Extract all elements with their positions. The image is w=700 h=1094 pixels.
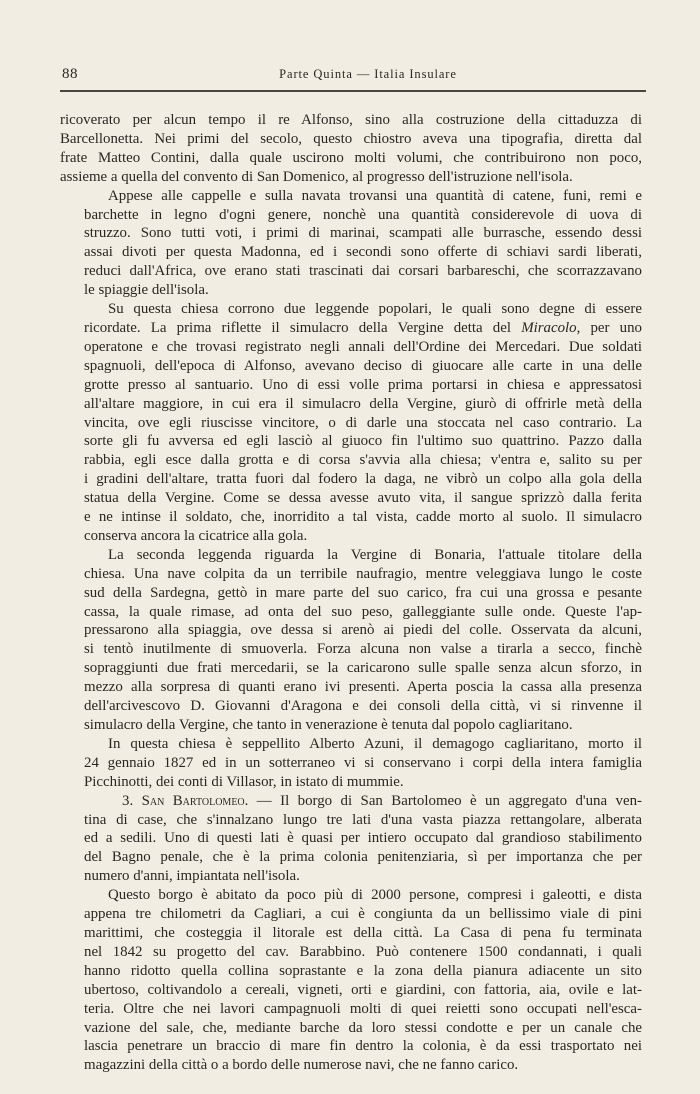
text-line: spagnuoli, dell'epoca di Alfonso, avevano deciso di giuocare alle carte in una delle bbox=[84, 357, 642, 374]
text-line: assieme a quella del convento di San Domenico, al progresso dell'istruzione nell'isola. bbox=[60, 168, 573, 185]
text-line: chiesa. Una nave colpita da un terribile naufragio, mentre veleggiava lungo le coste bbox=[84, 565, 642, 582]
text-line: numero d'anni, impiantata nell'isola. bbox=[84, 868, 300, 885]
text-line: teria. Oltre che nei lavori campagnuoli molti di quei reietti sono occupati nell'esca- bbox=[84, 1000, 642, 1017]
text-line: ubertoso, coltivandolo a cereali, vigneti, orti e giardini, con fattoria, aia, ovile e lat- bbox=[84, 981, 642, 998]
text-line: statua della Vergine. Come se dessa avesse avuto vita, il sangue sprizzò dalla ferita bbox=[84, 490, 642, 507]
header-rule bbox=[60, 90, 646, 92]
paragraph bbox=[60, 735, 642, 792]
text-line: cassa, la quale rimase, ad onta del suo peso, galleggiante sulle onde. Queste l'ap- bbox=[84, 603, 642, 620]
text-line: grotte presso al santuario. Uno di essi volle prima portarsi in chiesa e appressatosi bbox=[84, 376, 642, 393]
text-fragment: ricordate. La prima riflette il simulacro della Vergine detta del bbox=[84, 319, 512, 336]
text-line: marittimi, che costeggia il litorale est della città. La Casa di pena fu terminata bbox=[84, 924, 642, 941]
text-line: e ne intinse il soldato, che, inorridito a tal vista, cadde morto al suolo. Il simulacro bbox=[84, 509, 642, 526]
text-line: vazione del sale, che, mediante barche da loro stessi condotte e per un canale che bbox=[84, 1019, 642, 1036]
text-line: Appese alle cappelle e sulla navata trovansi una quantità di catene, funi, remi e bbox=[108, 187, 642, 204]
text-line: appena tre chilometri da Cagliari, a cui è congiunta da un bellissimo viale di pini bbox=[84, 906, 642, 923]
text-line: mezzo alla sorpresa di quanti erano ivi presenti. Aperta poscia la cassa alla presenza bbox=[84, 679, 642, 696]
text-line: Questo borgo è abitato da poco più di 2000 persone, compresi i galeotti, e dista bbox=[108, 887, 642, 904]
text-line: reduci dall'Africa, ove erano stati trascinati dai corsari barbareschi, che scorrazzavano bbox=[84, 263, 642, 280]
text-fragment: — Il borgo di San Bartolomeo è un aggregato d'una ven- bbox=[248, 792, 642, 809]
italic-term: Miracolo bbox=[521, 319, 577, 336]
text-line: ed a sedili. Uno di questi lati è quasi per intiero occupato dal grandioso stabilimento bbox=[84, 830, 642, 847]
text-line: Su questa chiesa corrono due leggende popolari, le quali sono degne di essere bbox=[108, 301, 642, 318]
text-line: sorte gli fu avversa ed egli lasciò al giuoco fin l'ultimo suo quattrino. Pazzo dalla bbox=[84, 433, 642, 450]
paragraph bbox=[60, 886, 642, 1075]
text-line: all'altare maggiore, in cui era il simulacro della Vergine, giurò di offrirle metà della bbox=[84, 395, 642, 412]
text-line: La seconda leggenda riguarda la Vergine di Bonaria, l'attuale titolare della bbox=[108, 546, 642, 563]
paragraph bbox=[60, 300, 642, 546]
text-line: i gradini dell'altare, tratta fuori dal fodero la daga, ne vibrò un colpo alla gola della bbox=[84, 471, 642, 488]
text-line bbox=[60, 792, 642, 811]
text-line: del Bagno penale, che è la prima colonia penitenziaria, sì per importanza che per bbox=[84, 849, 642, 866]
page-header bbox=[62, 64, 644, 86]
body-text bbox=[60, 111, 642, 1075]
text-fragment: , per uno bbox=[576, 319, 642, 336]
paragraph bbox=[60, 546, 642, 735]
text-line: In questa chiesa è seppellito Alberto Azuni, il demagogo cagliaritano, morto il bbox=[108, 735, 642, 752]
text-line: Barcellonetta. Nei primi del secolo, questo chiostro aveva una tipografia, diretta dal bbox=[60, 130, 642, 147]
text-line: barchette in legno d'ogni genere, nonchè una quantità considerevole di uova di bbox=[84, 206, 642, 223]
text-line: sopraggiunti due frati mercedarii, se la caricarono sulle spalle senza alcun sforzo, in bbox=[84, 660, 642, 677]
text-line: pressarono alla spiaggia, ove dessa si arenò ai piedi del colle. Osservata da alcuni, bbox=[84, 622, 642, 639]
text-line: struzzo. Sono tutti voti, i primi di marinai, scampati alle burrasche, essendo dessi bbox=[84, 225, 642, 242]
page-number: 88 bbox=[62, 66, 78, 82]
text-line: si tentò inutilmente di smuoverla. Forza alcuna non valse a tirarla a secco, finchè bbox=[84, 641, 642, 658]
text-line: 24 gennaio 1827 ed in un sotterraneo vi si conservano i corpi della intera famiglia bbox=[84, 754, 642, 771]
text-line: Picchinotti, dei conti di Villasor, in istato di mummie. bbox=[84, 773, 404, 790]
paragraph bbox=[60, 792, 642, 887]
text-line: rabbia, egli esce dalla grotta e di corsa s'avvia alla chiesa; v'entra e, salito su per bbox=[84, 452, 642, 469]
text-line: simulacro della Vergine, che tanto in venerazione è tenuta dal popolo cagliaritano. bbox=[84, 717, 573, 733]
text-line: sud della Sardegna, gettò in mare parte del suo carico, fra cui una grossa e pesante bbox=[84, 584, 642, 601]
text-line: tina di case, che s'innalzano lungo tre lati d'una vasta piazza rettangolare, alberata bbox=[84, 811, 642, 828]
text-line: conserva ancora la cicatrice alla gola. bbox=[84, 527, 308, 544]
text-line: dell'arcivescovo D. Giovanni d'Aragona e dei consoli della città, vi si rinvenne il bbox=[84, 698, 642, 715]
text-line: nel 1842 su progetto del cav. Barabbino. Può contenere 1500 condannati, i quali bbox=[84, 943, 642, 960]
text-line: assai divoti per questa Madonna, ed i secondi sono offerte di schiavi sardi liberati, bbox=[84, 244, 642, 261]
paragraph bbox=[60, 111, 642, 187]
running-title: Parte Quinta — Italia Insulare bbox=[279, 67, 457, 81]
text-line: frate Matteo Contini, dalla quale uscirono molti volumi, che contribuirono non poco, bbox=[60, 149, 642, 166]
paragraph bbox=[60, 187, 642, 300]
text-line: vincita, ove egli riuscisse vincitore, o di darle una stoccata nel caso contrario. La bbox=[84, 414, 642, 431]
section-heading: 3. San Bartolomeo. bbox=[122, 792, 249, 809]
text-line: hanno ridotto quella collina soprastante e la zona della pianura adiacente un sito bbox=[84, 962, 642, 979]
text-line: ricoverato per alcun tempo il re Alfonso, sino alla costruzione della cittaduzza di bbox=[60, 112, 642, 128]
text-line: lascia penetrare un braccio di mare fin dentro la colonia, è da essi trasportato nei bbox=[84, 1038, 642, 1055]
text-line: operatone e che trovasi registrato negli annali dell'Ordine dei Mercedari. Due soldati bbox=[84, 338, 642, 355]
text-line: le spiaggie dell'isola. bbox=[84, 282, 209, 299]
text-line: magazzini della città o a bordo delle numerose navi, che ne fanno carico. bbox=[84, 1057, 519, 1074]
text-line bbox=[60, 319, 642, 338]
